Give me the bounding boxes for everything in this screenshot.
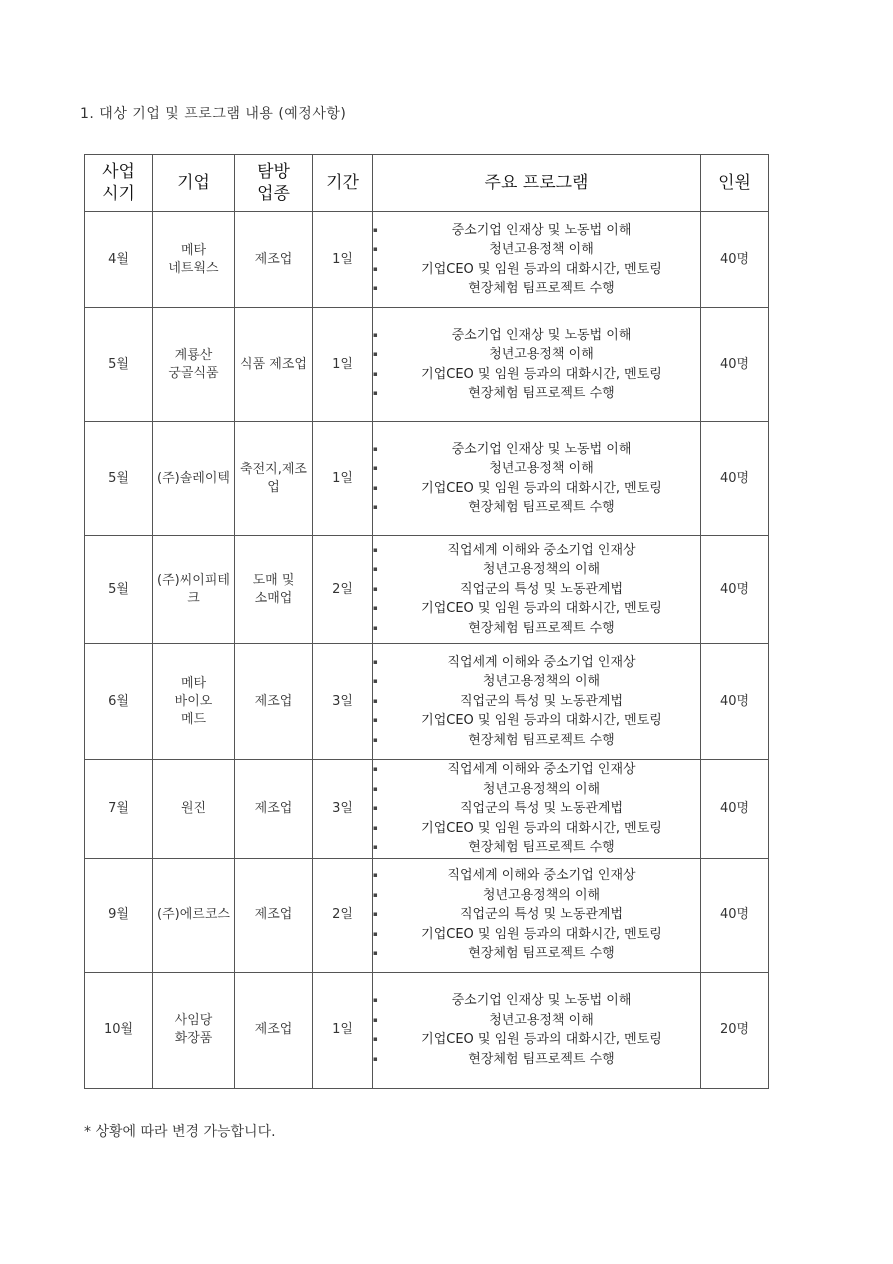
cell-headcount-text: 40명 bbox=[719, 693, 750, 709]
table-row bbox=[85, 858, 769, 972]
cell-company bbox=[153, 858, 235, 972]
header-period bbox=[85, 155, 153, 212]
cell-program bbox=[373, 858, 701, 972]
program-item: ▪ 기업CEO 및 임원 등과의 대화시간, 멘토링 bbox=[373, 1030, 700, 1050]
header-industry bbox=[235, 155, 313, 212]
cell-company bbox=[153, 536, 235, 644]
program-item: ▪ 청년고용정책의 이해 bbox=[373, 560, 700, 580]
program-item: ▪ 청년고용정책의 이해 bbox=[373, 672, 700, 692]
header-duration-label: 기간 bbox=[326, 173, 359, 193]
cell-program bbox=[373, 308, 701, 422]
program-item: ▪ 중소기업 인재상 및 노동법 이해 bbox=[373, 991, 700, 1011]
program-item: ▪ 기업CEO 및 임원 등과의 대화시간, 멘토링 bbox=[373, 925, 700, 945]
cell-duration bbox=[313, 972, 373, 1088]
cell-company bbox=[153, 644, 235, 760]
header-company bbox=[153, 155, 235, 212]
program-item: ▪ 중소기업 인재상 및 노동법 이해 bbox=[373, 440, 700, 460]
program-item: ▪ 기업CEO 및 임원 등과의 대화시간, 멘토링 bbox=[373, 479, 700, 499]
program-item: ▪ 직업군의 특성 및 노동관계법 bbox=[373, 799, 700, 819]
cell-industry-text: 제조업 bbox=[254, 693, 293, 709]
cell-duration bbox=[313, 212, 373, 308]
cell-period bbox=[85, 212, 153, 308]
cell-headcount bbox=[701, 536, 769, 644]
cell-duration-text: 2일 bbox=[332, 907, 353, 922]
cell-industry bbox=[235, 760, 313, 859]
header-period-label: 사업 시기 bbox=[102, 162, 135, 204]
cell-period-text: 9월 bbox=[108, 907, 129, 922]
program-list bbox=[373, 221, 700, 299]
cell-industry bbox=[235, 422, 313, 536]
cell-headcount bbox=[701, 760, 769, 859]
cell-company-text: (주)솔레이텍 bbox=[157, 470, 230, 486]
cell-period bbox=[85, 972, 153, 1088]
header-industry-label: 탐방 업종 bbox=[257, 162, 290, 204]
program-item: ▪ 청년고용정책 이해 bbox=[373, 240, 700, 260]
cell-period-text: 5월 bbox=[108, 356, 129, 372]
cell-company-text: 원진 bbox=[180, 800, 207, 816]
program-item: ▪ 직업세계 이해와 중소기업 인재상 bbox=[373, 541, 700, 561]
cell-company bbox=[153, 308, 235, 422]
program-list bbox=[373, 991, 700, 1069]
cell-period-text: 10월 bbox=[103, 1022, 134, 1037]
cell-period-text: 7월 bbox=[108, 800, 129, 816]
program-list bbox=[373, 866, 700, 964]
cell-program bbox=[373, 644, 701, 760]
cell-program bbox=[373, 536, 701, 644]
program-item: ▪ 현장체험 팀프로젝트 수행 bbox=[373, 838, 700, 858]
program-item: ▪ 직업세계 이해와 중소기업 인재상 bbox=[373, 760, 700, 780]
header-company-label: 기업 bbox=[177, 173, 210, 193]
cell-industry bbox=[235, 972, 313, 1088]
section-heading: 1. 대상 기업 및 프로그램 내용 (예정사항) bbox=[80, 106, 347, 122]
cell-duration bbox=[313, 422, 373, 536]
table-row bbox=[85, 972, 769, 1088]
cell-industry bbox=[235, 536, 313, 644]
program-item: ▪ 현장체험 팀프로젝트 수행 bbox=[373, 279, 700, 299]
cell-headcount bbox=[701, 972, 769, 1088]
cell-headcount-text: 40명 bbox=[719, 800, 750, 816]
cell-duration-text: 3일 bbox=[332, 693, 353, 709]
cell-program bbox=[373, 212, 701, 308]
cell-company bbox=[153, 760, 235, 859]
cell-duration-text: 1일 bbox=[332, 356, 353, 372]
program-item: ▪ 직업군의 특성 및 노동관계법 bbox=[373, 580, 700, 600]
header-program bbox=[373, 155, 701, 212]
cell-duration bbox=[313, 760, 373, 859]
program-item: ▪ 기업CEO 및 임원 등과의 대화시간, 멘토링 bbox=[373, 819, 700, 839]
program-list bbox=[373, 653, 700, 751]
program-item: ▪ 직업군의 특성 및 노동관계법 bbox=[373, 905, 700, 925]
cell-duration bbox=[313, 536, 373, 644]
cell-program bbox=[373, 760, 701, 859]
cell-industry-text: 축전지,제조 업 bbox=[240, 461, 307, 495]
header-row bbox=[85, 155, 769, 212]
program-item: ▪ 청년고용정책 이해 bbox=[373, 459, 700, 479]
cell-company bbox=[153, 212, 235, 308]
cell-headcount bbox=[701, 644, 769, 760]
cell-program bbox=[373, 972, 701, 1088]
cell-period-text: 5월 bbox=[108, 470, 129, 486]
cell-headcount bbox=[701, 212, 769, 308]
cell-industry-text: 도매 및 소매업 bbox=[252, 572, 295, 606]
program-item: ▪ 현장체험 팀프로젝트 수행 bbox=[373, 498, 700, 518]
cell-period bbox=[85, 644, 153, 760]
cell-duration bbox=[313, 644, 373, 760]
table-body bbox=[85, 212, 769, 1089]
cell-duration bbox=[313, 308, 373, 422]
program-item: ▪ 직업세계 이해와 중소기업 인재상 bbox=[373, 866, 700, 886]
cell-headcount-text: 40명 bbox=[719, 907, 750, 922]
table-row bbox=[85, 308, 769, 422]
program-list bbox=[373, 326, 700, 404]
table-row bbox=[85, 760, 769, 859]
cell-period-text: 4월 bbox=[108, 251, 129, 267]
cell-headcount bbox=[701, 308, 769, 422]
program-item: ▪ 기업CEO 및 임원 등과의 대화시간, 멘토링 bbox=[373, 365, 700, 385]
program-item: ▪ 기업CEO 및 임원 등과의 대화시간, 멘토링 bbox=[373, 599, 700, 619]
cell-program bbox=[373, 422, 701, 536]
cell-duration-text: 2일 bbox=[332, 581, 353, 597]
program-item: ▪ 직업세계 이해와 중소기업 인재상 bbox=[373, 653, 700, 673]
program-list bbox=[373, 541, 700, 639]
program-item: ▪ 현장체험 팀프로젝트 수행 bbox=[373, 944, 700, 964]
header-headcount bbox=[701, 155, 769, 212]
cell-company-text: (주)씨이피테 크 bbox=[157, 572, 230, 606]
cell-period bbox=[85, 858, 153, 972]
program-item: ▪ 현장체험 팀프로젝트 수행 bbox=[373, 619, 700, 639]
cell-company-text: 메타 바이오 메드 bbox=[174, 675, 213, 727]
cell-company-text: 사임당 화장품 bbox=[174, 1013, 213, 1046]
cell-industry bbox=[235, 644, 313, 760]
cell-period-text: 5월 bbox=[108, 581, 129, 597]
cell-headcount-text: 20명 bbox=[719, 1022, 750, 1037]
program-item: ▪ 직업군의 특성 및 노동관계법 bbox=[373, 692, 700, 712]
cell-industry bbox=[235, 212, 313, 308]
cell-company bbox=[153, 422, 235, 536]
footnote: * 상황에 따라 변경 가능합니다. bbox=[84, 1124, 276, 1140]
cell-company-text: 계룡산 궁골식품 bbox=[168, 347, 219, 381]
cell-industry bbox=[235, 308, 313, 422]
cell-industry-text: 제조업 bbox=[254, 1022, 293, 1037]
cell-duration-text: 3일 bbox=[332, 800, 353, 816]
program-item: ▪ 기업CEO 및 임원 등과의 대화시간, 멘토링 bbox=[373, 260, 700, 280]
cell-industry bbox=[235, 858, 313, 972]
header-headcount-label: 인원 bbox=[718, 173, 751, 193]
cell-industry-text: 제조업 bbox=[254, 800, 293, 816]
program-list bbox=[373, 440, 700, 518]
table-row bbox=[85, 422, 769, 536]
cell-duration-text: 1일 bbox=[332, 470, 353, 486]
table-row bbox=[85, 212, 769, 308]
program-schedule-table bbox=[84, 154, 769, 1089]
cell-company bbox=[153, 972, 235, 1088]
program-list bbox=[373, 760, 700, 858]
cell-period bbox=[85, 308, 153, 422]
cell-headcount-text: 40명 bbox=[719, 251, 750, 267]
program-item: ▪ 청년고용정책의 이해 bbox=[373, 780, 700, 800]
program-item: ▪ 중소기업 인재상 및 노동법 이해 bbox=[373, 326, 700, 346]
cell-period-text: 6월 bbox=[108, 693, 129, 709]
program-item: ▪ 청년고용정책 이해 bbox=[373, 1011, 700, 1031]
program-item: ▪ 중소기업 인재상 및 노동법 이해 bbox=[373, 221, 700, 241]
cell-industry-text: 식품 제조업 bbox=[240, 356, 307, 372]
cell-period bbox=[85, 422, 153, 536]
cell-company-text: 메타 네트웍스 bbox=[168, 242, 219, 276]
program-item: ▪ 현장체험 팀프로젝트 수행 bbox=[373, 731, 700, 751]
cell-industry-text: 제조업 bbox=[254, 251, 293, 267]
cell-period bbox=[85, 536, 153, 644]
cell-headcount bbox=[701, 858, 769, 972]
program-item: ▪ 현장체험 팀프로젝트 수행 bbox=[373, 1050, 700, 1070]
cell-industry-text: 제조업 bbox=[254, 907, 293, 922]
cell-headcount-text: 40명 bbox=[719, 581, 750, 597]
header-program-label: 주요 프로그램 bbox=[484, 173, 589, 193]
cell-period bbox=[85, 760, 153, 859]
table-header bbox=[85, 155, 769, 212]
cell-headcount-text: 40명 bbox=[719, 356, 750, 372]
program-item: ▪ 기업CEO 및 임원 등과의 대화시간, 멘토링 bbox=[373, 711, 700, 731]
cell-duration-text: 1일 bbox=[332, 1022, 353, 1037]
cell-duration-text: 1일 bbox=[332, 251, 353, 267]
program-item: ▪ 청년고용정책의 이해 bbox=[373, 886, 700, 906]
cell-headcount-text: 40명 bbox=[719, 470, 750, 486]
program-item: ▪ 청년고용정책 이해 bbox=[373, 345, 700, 365]
cell-headcount bbox=[701, 422, 769, 536]
cell-duration bbox=[313, 858, 373, 972]
cell-company-text: (주)에르코스 bbox=[157, 907, 230, 922]
header-duration bbox=[313, 155, 373, 212]
table-row bbox=[85, 644, 769, 760]
program-item: ▪ 현장체험 팀프로젝트 수행 bbox=[373, 384, 700, 404]
table-row bbox=[85, 536, 769, 644]
